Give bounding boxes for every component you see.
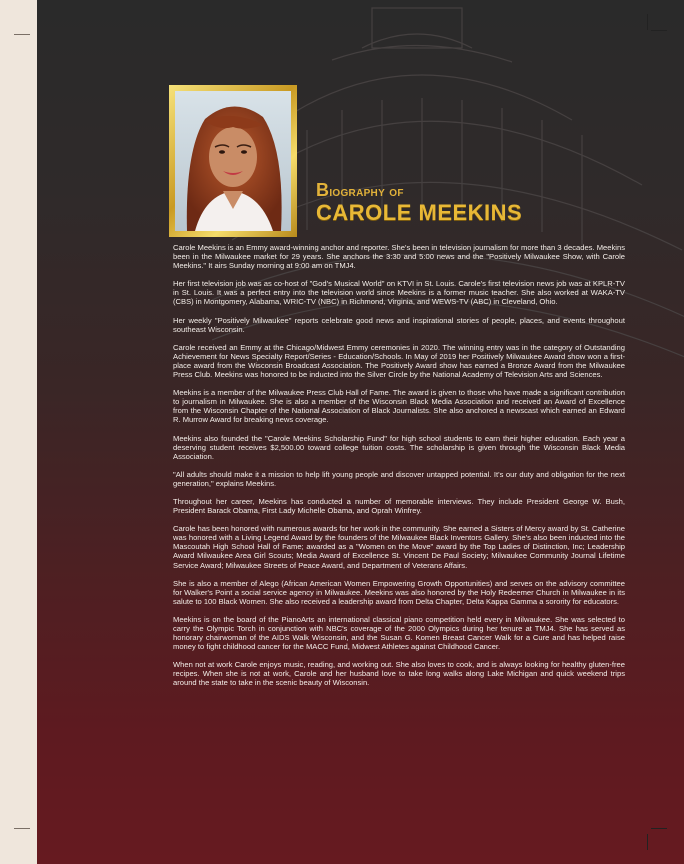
crop-mark bbox=[14, 34, 30, 35]
page-title: CAROLE MEEKINS bbox=[316, 200, 523, 225]
paragraph: Meekins is on the board of the PianoArts an international classical piano competition held every in Milwaukee. She was selected to carry the Olympic Torch in conjunction with NBC's coverage of the 2000 Olympics during her tenure at TMJ4. She has served as honorary chairwoman of the AIDS Walk Wisconsin, and the Susan G. Komen Breast Cancer Walk for a Cure and has helped raise money to fight childhood cancer for the MACC Fund, Midwest Athletes against Childhood Cancer. bbox=[173, 614, 625, 652]
crop-mark bbox=[651, 828, 667, 829]
paragraph: Carole Meekins is an Emmy award-winning anchor and reporter. She's been in television journalism for more than 3 decades. Meekins been in the Milwaukee market for 29 years. She anchors the 3:30 and 5:00 news and the "Positively Milwaukee Show, with Carole Meekins." It airs Sunday morning at 9:00 am on TMJ4. bbox=[173, 243, 625, 271]
paragraph: Meekins also founded the "Carole Meekins Scholarship Fund" for high school students to earn their higher education. Each year a deserving student receives $2,500.00 toward college tuition costs. The scholarship is given through the Wisconsin Black Media Association. bbox=[173, 433, 625, 461]
portrait-photo bbox=[175, 91, 291, 231]
paragraph: Carole received an Emmy at the Chicago/Midwest Emmy ceremonies in 2020. The winning entry was in the category of Outstanding Achievement for News Specialty Report/Series - Education/Schools. In May of 2019 her Positively Milwaukee Award show won a first-place award from the Wisconsin Broadcast Association. The Positively Award show has earned a Bronze Award from the Milwaukee Press Club. Meekins was honored to be inducted into the Silver Circle by the National Academy of Television Arts and Sciences. bbox=[173, 342, 625, 380]
paragraph: Her first television job was as co-host of "God's Musical World" on KTVI in St. Louis. Carole's first television news job was at KPLR-TV in St. Louis. It was a perfect entry into the television world since Meekins is a former music teacher. She also worked at WAKA-TV (CBS) in Montgomery, Alabama, WRIC-TV (NBC) in Richmond, Virginia, and WEWS-TV (ABC) in Cleveland, Ohio. bbox=[173, 279, 625, 307]
crop-mark bbox=[14, 828, 30, 829]
title-prefix: Biography of bbox=[316, 180, 404, 200]
paragraph: "All adults should make it a mission to help lift young people and discover untapped potential. It's our duty and obligation for the next generation," explains Meekins. bbox=[173, 469, 625, 488]
paragraph: Her weekly "Positively Milwaukee" reports celebrate good news and inspirational stories of people, places, and events throughout southeast Wisconsin. bbox=[173, 315, 625, 334]
page-gutter bbox=[0, 0, 37, 864]
paragraph: Throughout her career, Meekins has conducted a number of memorable interviews. They include President George W. Bush, President Barack Obama, First Lady Michelle Obama, and Oprah Winfrey. bbox=[173, 496, 625, 516]
paragraph: She is also a member of Alego (African American Women Empowering Growth Opportunities) and serves on the advisory committee for Walker's Point a social service agency in Milwaukee. Meekins was also honored by the Holy Redeemer Church in Milwaukee in its salute to 100 Black Women. She also received a leadership award from Delta Chapter, Delta Kappa Gamma a sorority for educators. bbox=[173, 578, 625, 606]
biography-page bbox=[37, 0, 684, 864]
crop-mark bbox=[647, 14, 648, 30]
portrait-frame bbox=[169, 85, 297, 237]
paragraph: Meekins is a member of the Milwaukee Press Club Hall of Fame. The award is given to those who have made a significant contribution to journalism in Milwaukee. She is also a member of the Wisconsin Black Media Association and received an Award of Excellence from the Wisconsin Chapter of the National Association of Black Journalists. She also anchored a newscast which earned an Edward R. Murrow Award for breaking news coverage. bbox=[173, 388, 625, 425]
biography-text bbox=[173, 243, 625, 697]
paragraph: When not at work Carole enjoys music, reading, and working out. She also loves to cook, and is always looking for healthy gluten-free recipes. When she is not at work, Carole and her husband love to take long walks along Lake Michigan and quick weekend trips around the state to take in the scenic beauty of Wisconsin. bbox=[173, 660, 625, 688]
crop-mark bbox=[651, 30, 667, 31]
paragraph: Carole has been honored with numerous awards for her work in the community. She earned a Sisters of Mercy award by St. Catherine was honored with a Living Legend Award by the founders of the Milwaukee Black Inventors Gallery. She's also been inducted into the Mascoutah High School Hall of Fame; awarded as a "Women on the Move" award by the Top Ladies of Distinction, Inc; Leadership Award Milwaukee Area Girl Scouts; Media Award of Excellence St. Vincent De Paul Society; Milwaukee Community Journal Lifetime Service Award; Milwaukee Streets of Peace Award, and Department of Veterans Affairs. bbox=[173, 524, 625, 570]
crop-mark bbox=[647, 834, 648, 850]
